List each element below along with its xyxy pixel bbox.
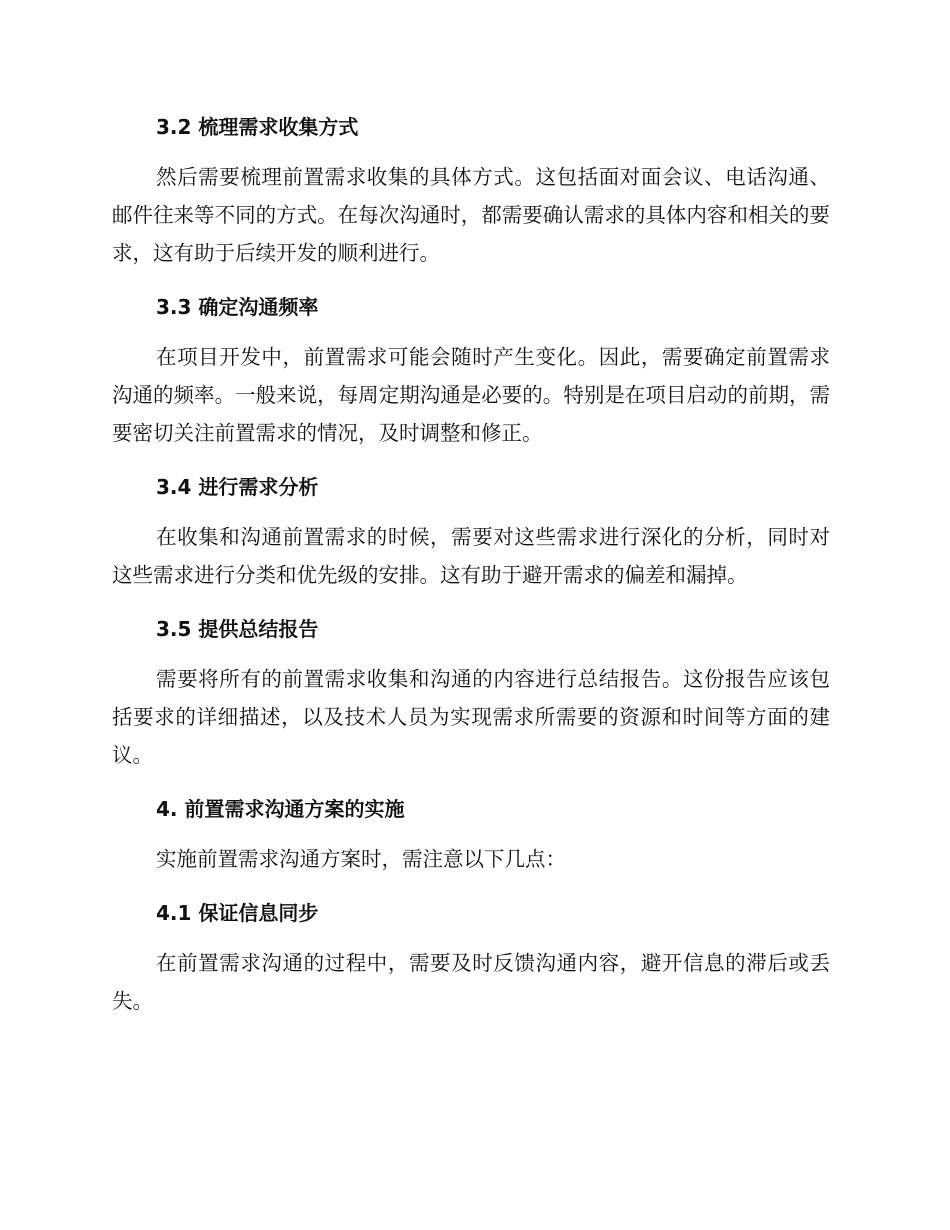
section-paragraph-3-4: 在收集和沟通前置需求的时候，需要对这些需求进行深化的分析，同时对这些需求进行分类和优先级的安排。这有助于避开需求的偏差和漏掉。: [112, 525, 830, 587]
section-heading-3-2: 3.2 梳理需求收集方式: [156, 115, 359, 139]
section-heading-4: 4. 前置需求沟通方案的实施: [156, 797, 405, 821]
section-heading-3-3: 3.3 确定沟通频率: [156, 295, 319, 319]
section-heading-3-5: 3.5 提供总结报告: [156, 617, 319, 641]
section-heading-3-4: 3.4 进行需求分析: [156, 475, 319, 499]
section-paragraph-4-1: 在前置需求沟通的过程中，需要及时反馈沟通内容，避开信息的滞后或丢失。: [112, 951, 830, 1013]
section-paragraph-3-5: 需要将所有的前置需求收集和沟通的内容进行总结报告。这份报告应该包括要求的详细描述，以及技术人员为实现需求所需要的资源和时间等方面的建议。: [112, 667, 830, 767]
section-paragraph-4: 实施前置需求沟通方案时，需注意以下几点：: [156, 847, 566, 871]
section-heading-4-1: 4.1 保证信息同步: [156, 901, 319, 925]
section-paragraph-3-3: 在项目开发中，前置需求可能会随时产生变化。因此，需要确定前置需求沟通的频率。一般来说，每周定期沟通是必要的。特别是在项目启动的前期，需要密切关注前置需求的情况，及时调整和修正。: [112, 345, 830, 445]
document-body: [112, 108, 830, 1036]
section-paragraph-3-2: 然后需要梳理前置需求收集的具体方式。这包括面对面会议、电话沟通、邮件往来等不同的方式。在每次沟通时，都需要确认需求的具体内容和相关的要求，这有助于后续开发的顺利进行。: [112, 165, 830, 265]
